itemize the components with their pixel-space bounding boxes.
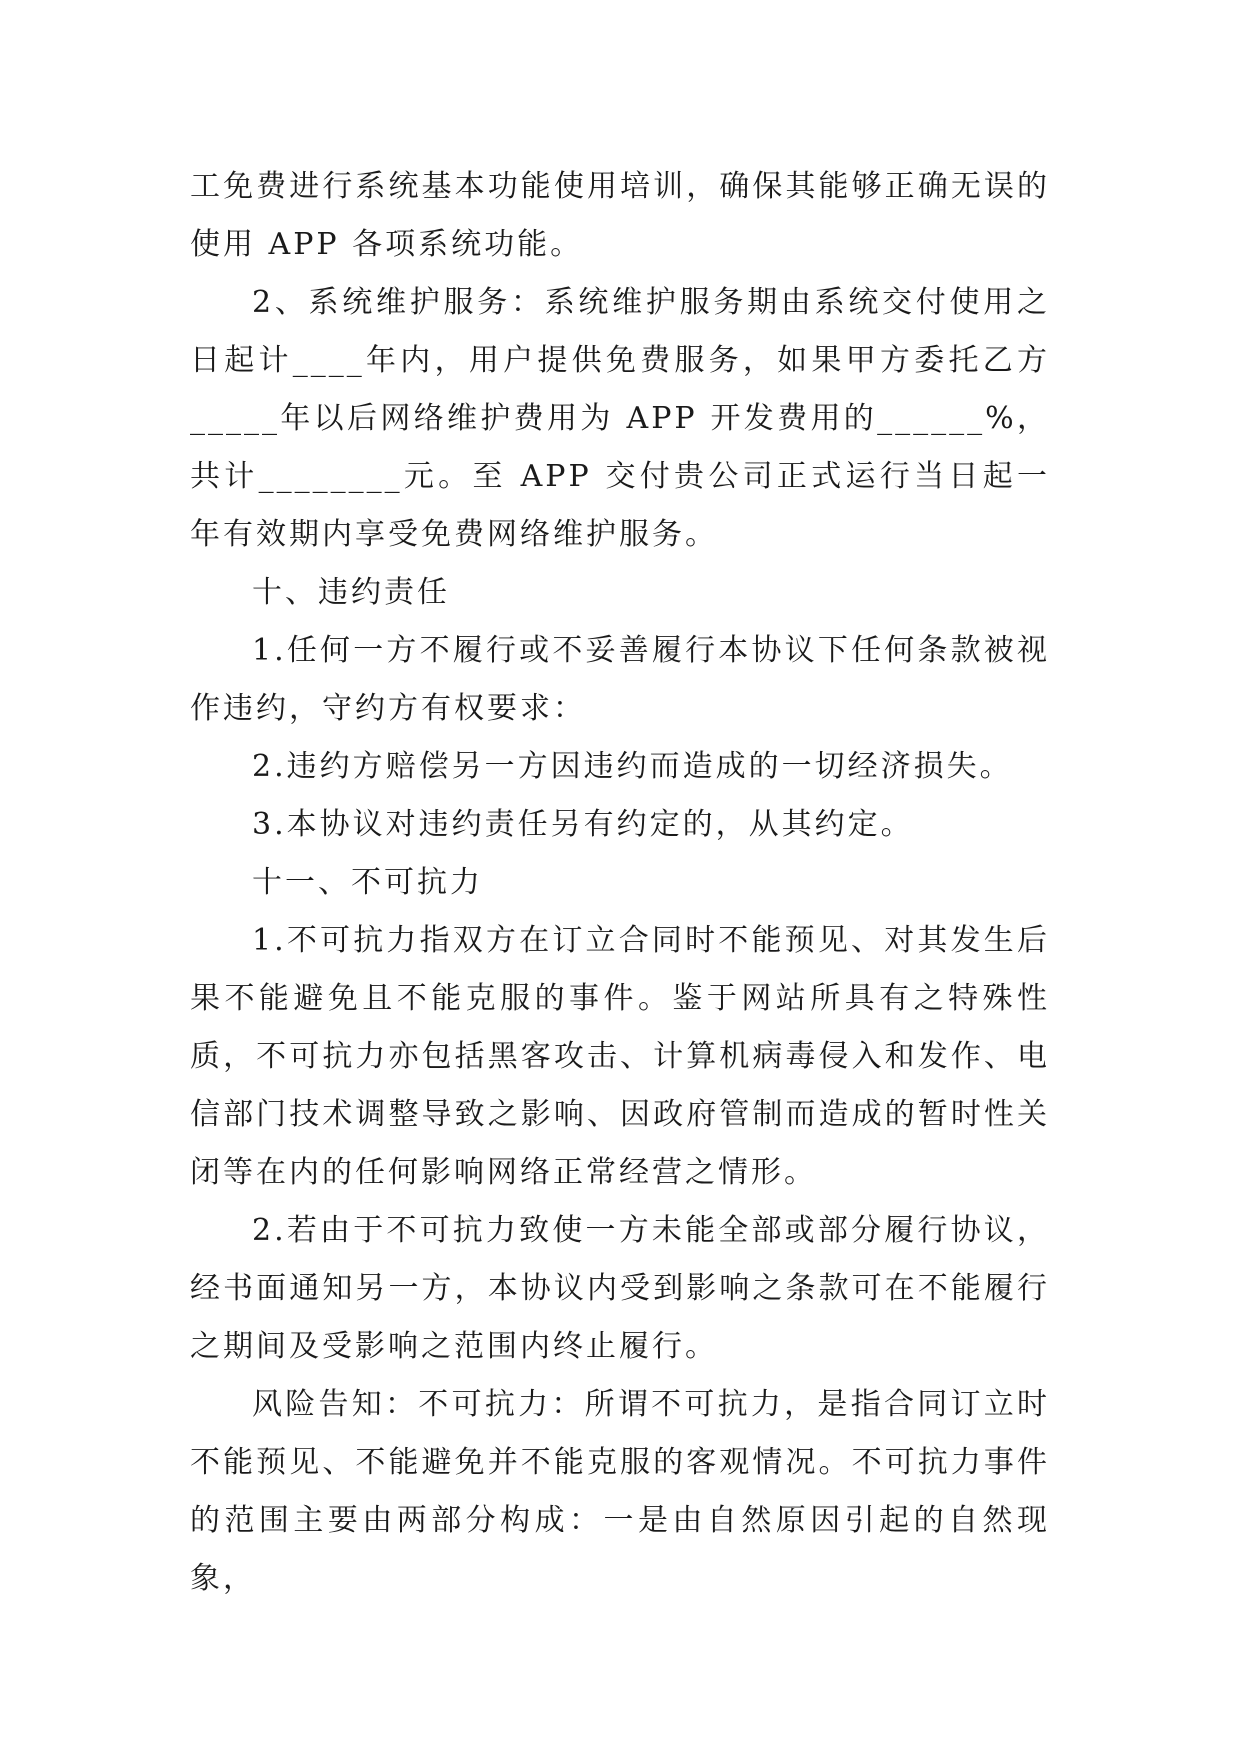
- paragraph-breach-clause-3: 3.本协议对违约责任另有约定的，从其约定。: [252, 807, 914, 842]
- paragraph-force-majeure-clause-2: 2.若由于不可抗力致使一方未能全部或部分履行协议，经书面通知另一方，本协议内受到影响之条款可在不能履行之期间及受影响之范围内终止履行。: [190, 1213, 1050, 1364]
- paragraph-risk-notice: 风险告知：不可抗力：所谓不可抗力，是指合同订立时不能预见、不能避免并不能克服的客观情况。不可抗力事件的范围主要由两部分构成：一是由自然原因引起的自然现象，: [190, 1387, 1050, 1596]
- section-heading-force-majeure: 十一、不可抗力: [252, 865, 483, 900]
- paragraph-training-continued: 工免费进行系统基本功能使用培训，确保其能够正确无误的使用 APP 各项系统功能。: [190, 169, 1050, 262]
- paragraph-force-majeure-clause-1: 1.不可抗力指双方在订立合同时不能预见、对其发生后果不能避免且不能克服的事件。鉴于网站所具有之特殊性质，不可抗力亦包括黑客攻击、计算机病毒侵入和发作、电信部门技术调整导致之影响、因政府管制而造成的暂时性关闭等在内的任何影响网络正常经营之情形。: [190, 923, 1050, 1190]
- paragraph-maintenance-service: 2、系统维护服务：系统维护服务期由系统交付使用之日起计____年内，用户提供免费服务，如果甲方委托乙方_____年以后网络维护费用为 APP 开发费用的______%，共计________元。至 APP 交付贵公司正式运行当日起一年有效期内享受免费网络维护服务。: [190, 285, 1050, 552]
- section-heading-breach-liability: 十、违约责任: [252, 575, 450, 610]
- paragraph-breach-clause-2: 2.违约方赔偿另一方因违约而造成的一切经济损失。: [252, 749, 1013, 784]
- document-body: [190, 158, 1050, 1608]
- paragraph-breach-clause-1: 1.任何一方不履行或不妥善履行本协议下任何条款被视作违约，守约方有权要求：: [190, 633, 1050, 726]
